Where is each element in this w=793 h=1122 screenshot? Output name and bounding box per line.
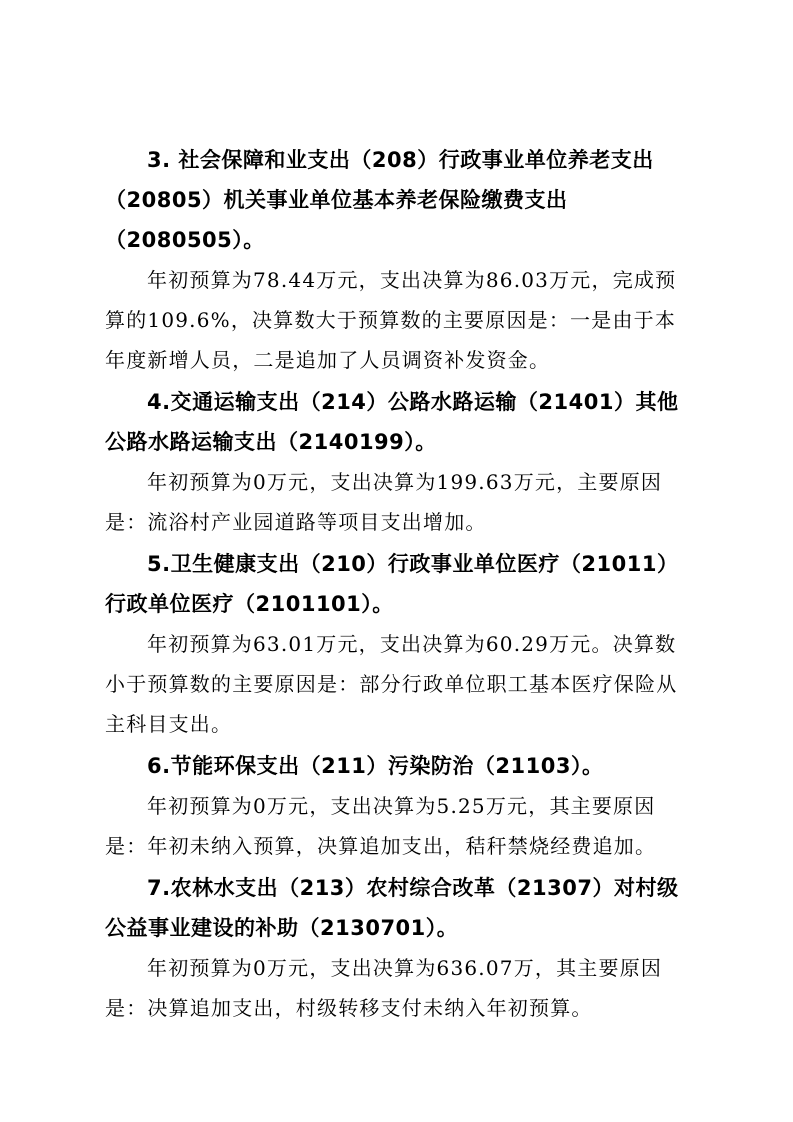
section-paragraph: 年初预算为78.44万元，支出决算为86.03万元，完成预算的109.6%，决算数大于预算数的主要原因是：一是由于本年度新增人员，二是追加了人员调资补发资金。 [105, 268, 677, 372]
section-heading: 5.卫生健康支出（210）行政事业单位医疗（21011）行政单位医疗（2101101）。 [105, 552, 679, 616]
document-content [105, 140, 695, 1030]
section-5 [105, 544, 695, 744]
section-heading: 7.农林水支出（213）农村综合改革（21307）对村级公益事业建设的补助（2130701）。 [105, 876, 679, 940]
section-7 [105, 868, 695, 1028]
section-paragraph: 年初预算为0万元，支出决算为636.07万，其主要原因是：决算追加支出，村级转移支付未纳入年初预算。 [105, 956, 663, 1020]
section-paragraph: 年初预算为0万元，支出决算为199.63万元，主要原因是：流浴村产业园道路等项目支出增加。 [105, 470, 663, 534]
section-4 [105, 382, 695, 542]
section-heading: 6.节能环保支出（211）污染防治（21103）。 [147, 754, 604, 778]
section-heading: 4.交通运输支出（214）公路水路运输（21401）其他公路水路运输支出（2140199）。 [105, 390, 679, 454]
section-6 [105, 746, 695, 866]
section-paragraph: 年初预算为0万元，支出决算为5.25万元，其主要原因是：年初未纳入预算，决算追加支出，秸秆禁烧经费追加。 [105, 794, 657, 858]
section-3 [105, 140, 695, 380]
section-paragraph: 年初预算为63.01万元，支出决算为60.29万元。决算数小于预算数的主要原因是：部分行政单位职工基本医疗保险从主科目支出。 [105, 632, 678, 736]
section-heading: 3. 社会保障和业支出（208）行政事业单位养老支出（20805）机关事业单位基本养老保险缴费支出（2080505）。 [105, 148, 654, 252]
